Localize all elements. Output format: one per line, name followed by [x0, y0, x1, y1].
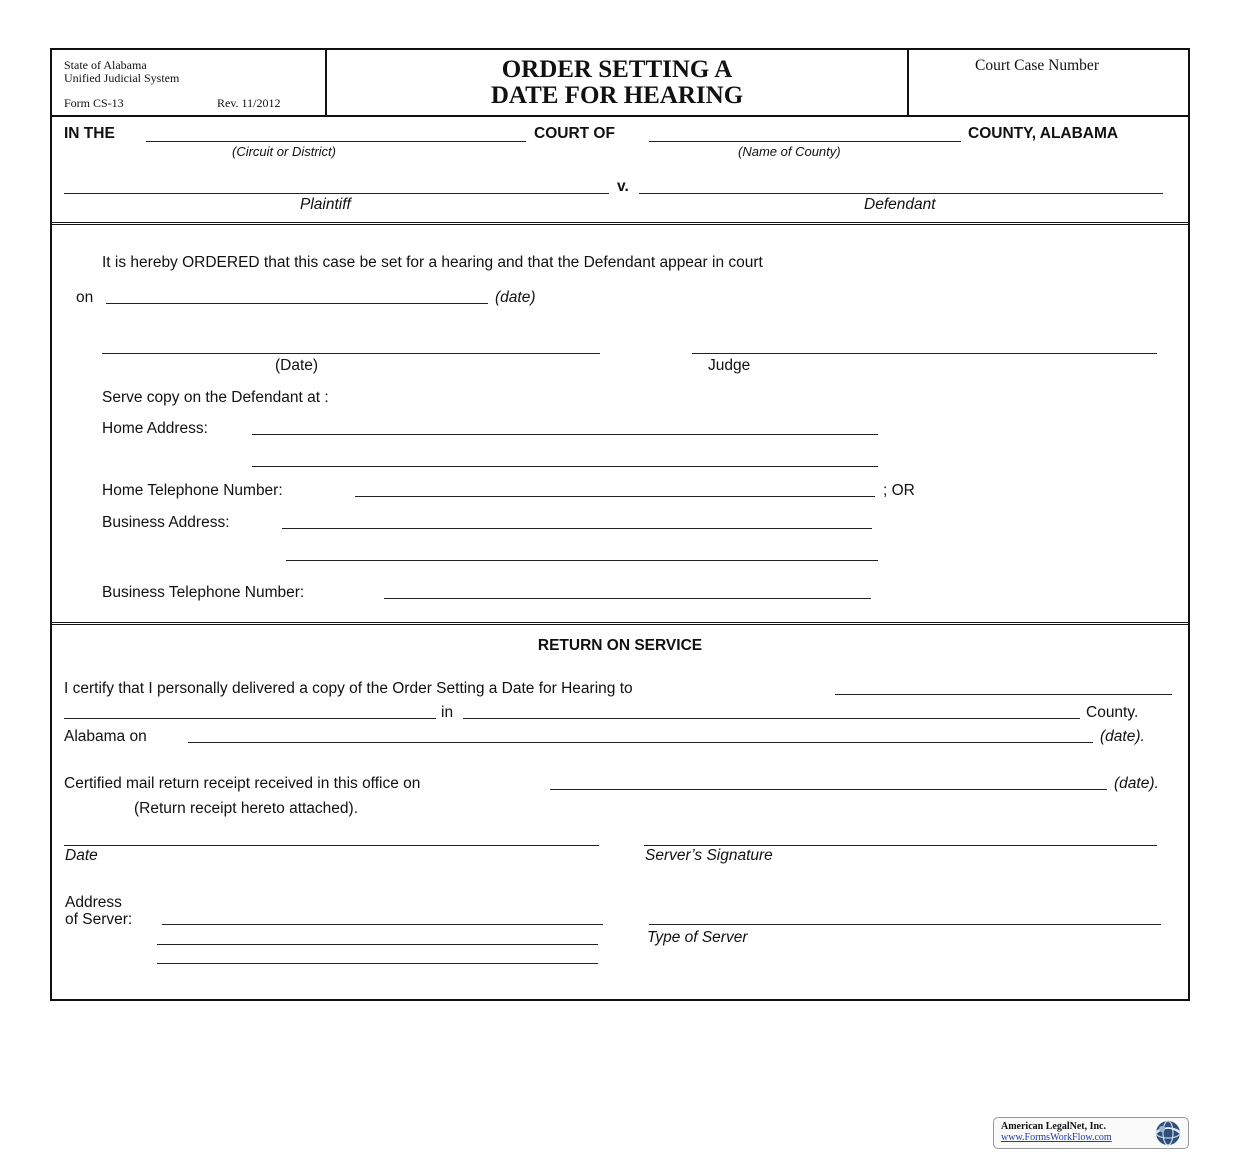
in-the-label: IN THE [64, 125, 115, 142]
server-address-field-1[interactable] [162, 924, 603, 925]
caption-bottom-rule [52, 222, 1188, 225]
court-of-label: COURT OF [534, 125, 615, 142]
delivered-county-field[interactable] [463, 718, 1080, 719]
case-number-label: Court Case Number [975, 57, 1099, 74]
return-receipt-note: (Return receipt hereto attached). [134, 800, 359, 817]
serve-copy-label: Serve copy on the Defendant at : [102, 389, 329, 406]
defendant-label: Defendant [864, 196, 936, 213]
versus-label: v. [617, 178, 629, 195]
home-address-label: Home Address: [102, 420, 208, 437]
or-label: ; OR [883, 482, 915, 499]
issuer-line1: State of Alabama [64, 58, 147, 72]
order-date-field[interactable] [102, 353, 600, 354]
delivered-location-field[interactable] [64, 718, 436, 719]
circuit-hint: (Circuit or District) [232, 144, 336, 159]
form-number: Form CS-13 [64, 96, 124, 110]
header-bottom-rule [52, 115, 1188, 117]
service-date-label: Date [65, 847, 98, 864]
county-label: County. [1086, 704, 1139, 721]
type-of-server-label: Type of Server [647, 929, 748, 946]
business-phone-label: Business Telephone Number: [102, 584, 305, 601]
receipt-date-field[interactable] [550, 789, 1107, 790]
judge-label: Judge [708, 357, 751, 374]
type-of-server-field[interactable] [649, 924, 1161, 925]
order-body-text: It is hereby ORDERED that this case be set for a hearing and that the Defendant appear in court [102, 254, 763, 271]
certified-mail-text: Certified mail return receipt received in this office on [64, 775, 421, 792]
hearing-date-hint: (date) [495, 289, 536, 306]
county-alabama-label: COUNTY, ALABAMA [968, 125, 1119, 142]
business-address-field-2[interactable] [286, 560, 878, 561]
delivery-date-hint: (date). [1100, 728, 1145, 745]
in-label: in [441, 704, 454, 721]
delivery-date-field[interactable] [188, 742, 1093, 743]
delivered-to-field[interactable] [835, 694, 1172, 695]
plaintiff-field[interactable] [64, 193, 609, 194]
globe-icon [1152, 1119, 1184, 1147]
county-hint: (Name of County) [738, 144, 841, 159]
server-address-label-line1: Address [65, 894, 122, 911]
form-title-line1: ORDER SETTING A [501, 56, 733, 83]
receipt-date-hint: (date). [1114, 775, 1159, 792]
logo-website[interactable]: www.FormsWorkFlow.com [1001, 1132, 1112, 1143]
server-address-field-2[interactable] [157, 944, 598, 945]
alabama-on-label: Alabama on [64, 728, 147, 745]
logo-company: American LegalNet, Inc. [1001, 1121, 1106, 1132]
business-address-field-1[interactable] [282, 528, 872, 529]
server-address-field-3[interactable] [157, 963, 598, 964]
hearing-date-field[interactable] [106, 303, 488, 304]
business-phone-field[interactable] [384, 598, 871, 599]
certify-text: I certify that I personally delivered a copy of the Order Setting a Date for Hearing to [64, 680, 633, 697]
defendant-field[interactable] [639, 193, 1163, 194]
server-address-label-line2: of Server: [65, 911, 133, 928]
form-border [50, 48, 1190, 1001]
county-name-field[interactable] [649, 141, 961, 142]
form-revision: Rev. 11/2012 [217, 96, 281, 110]
order-bottom-rule [52, 622, 1188, 625]
server-signature-field[interactable] [644, 845, 1157, 846]
issuer-line2: Unified Judicial System [64, 71, 180, 85]
business-address-label: Business Address: [102, 514, 230, 531]
on-label: on [76, 289, 94, 306]
service-date-field[interactable] [64, 845, 599, 846]
circuit-or-district-field[interactable] [146, 141, 526, 142]
home-phone-label: Home Telephone Number: [102, 482, 283, 499]
form-title-line2: DATE FOR HEARING [490, 82, 744, 109]
home-phone-field[interactable] [355, 496, 875, 497]
home-address-field-2[interactable] [252, 466, 878, 467]
legalnet-logo[interactable] [993, 1117, 1189, 1149]
home-address-field-1[interactable] [252, 434, 878, 435]
judge-signature-field[interactable] [692, 353, 1157, 354]
server-signature-label: Server’s Signature [645, 847, 773, 864]
return-on-service-heading: RETURN ON SERVICE [537, 637, 703, 654]
order-date-label: (Date) [275, 357, 319, 374]
plaintiff-label: Plaintiff [300, 196, 351, 213]
